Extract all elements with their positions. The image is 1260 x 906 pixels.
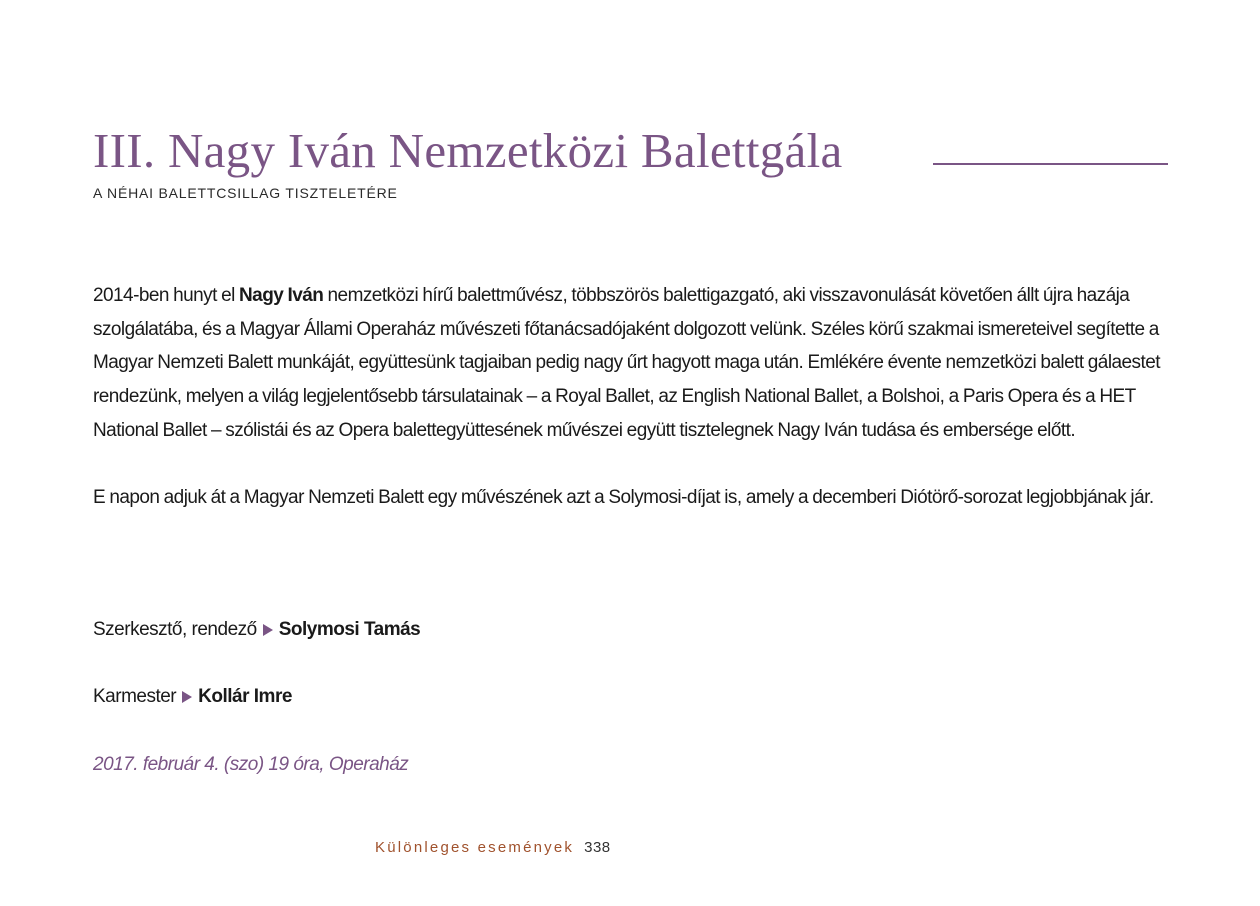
intro-part-1: 2014-ben hunyt el: [93, 285, 239, 306]
credit-director: [93, 615, 420, 645]
footer-section-title: Különleges események: [375, 839, 575, 856]
performance-date: 2017. február 4. (szo) 19 óra, Operaház: [93, 754, 409, 775]
intro-paragraph: [93, 279, 1173, 448]
director-label: Szerkesztő, rendező: [93, 619, 257, 640]
conductor-label: Karmester: [93, 686, 177, 707]
triangle-arrow-icon: [182, 691, 192, 703]
award-paragraph: E napon adjuk át a Magyar Nemzeti Balett egy művészének azt a Solymosi-díjat is, amely a decemberi Diótörő-sorozat legjobbjának jár.: [93, 487, 1154, 509]
page-title: III. Nagy Iván Nemzetközi Balettgála: [93, 123, 843, 178]
credit-conductor: [93, 682, 292, 712]
page-number: 338: [584, 839, 611, 856]
article-body: [93, 279, 1173, 515]
page-footer: [375, 836, 611, 860]
triangle-arrow-icon: [263, 624, 273, 636]
title-row: [93, 120, 1168, 182]
director-name: Solymosi Tamás: [278, 619, 421, 640]
honoree-name: Nagy Iván: [239, 285, 324, 306]
conductor-name: Kollár Imre: [198, 686, 292, 707]
title-rule-divider: [933, 163, 1168, 165]
intro-part-2: nemzetközi hírű balettművész, többszörös balettigazgató, aki visszavonulását követően állt újra hazája szolgálatába, és a Magyar Állami Operaház művészeti főtanácsadójaként dolgozott velünk. Széles körű szakmai ismereteivel segítette a Magyar Nemzeti Balett munkáját, együttesünk tagjaiban pedig nagy űrt hagyott maga után. Emlékére évente nemzetközi balett gálaestet rendezünk, melyen a világ legjelentősebb társulatainak – a Royal Ballet, az English National Ballet, a Bolshoi, a Paris Opera és a HET National Ballet – szólistái és az Opera balettegyüttesének művészei együtt tisztelegnek Nagy Iván tudása és embersége előtt.: [93, 285, 1160, 441]
page-subtitle: A NÉHAI BALETTCSILLAG TISZTELETÉRE: [93, 185, 398, 201]
